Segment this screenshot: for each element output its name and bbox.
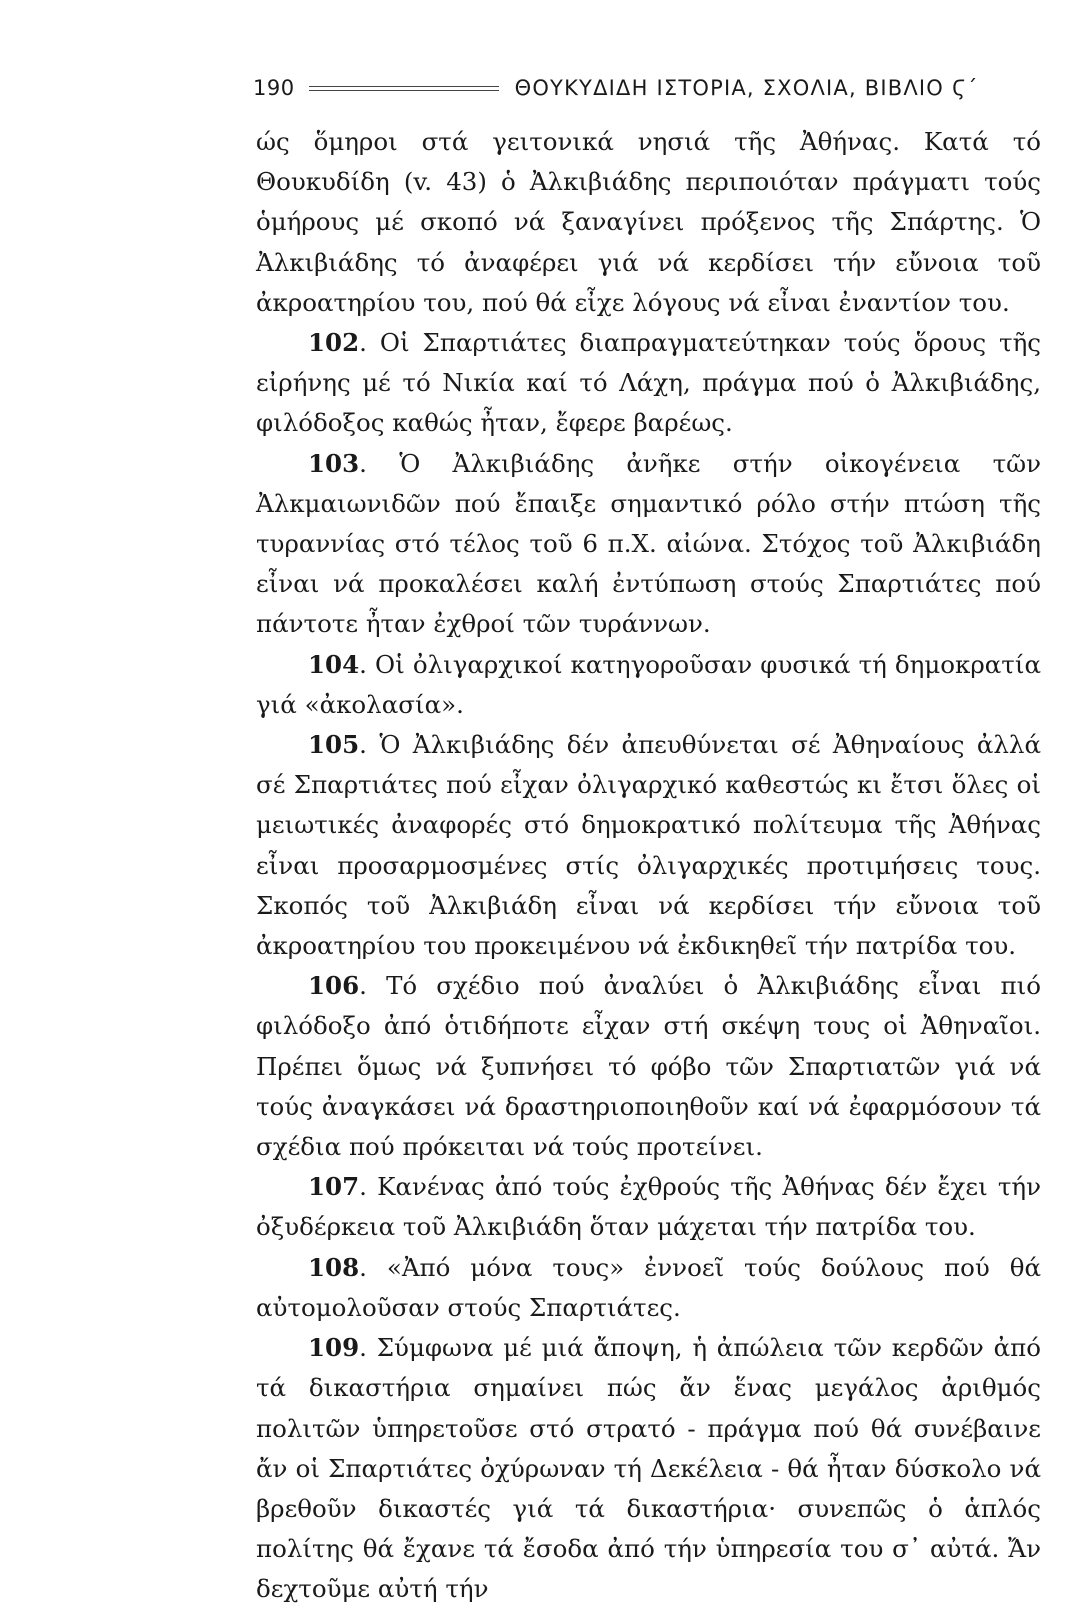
note-102: 102. Οἱ Σπαρτιάτες διαπραγματεύτηκαν τούς ὅρους τῆς εἰρήνης μέ τό Νικία καί τό Λάχη, πράγμα πού ὁ Ἀλκιβιάδης, φιλόδοξος καθώς ἦταν, ἔφερε βαρέως. [256, 328, 1041, 438]
note-text: Σύμφωνα μέ μιά ἄποψη, ἡ ἀπώλεια τῶν κερδῶν ἀπό τά δικαστήρια σημαίνει πώς ἄν ἕνας μεγάλος ἀριθμός πολιτῶν ὑπηρετοῦσε στό στρατό - πράγμα πού θά συνέβαινε ἄν οἱ Σπαρτιάτες ὀχύρωναν τή Δεκέλεια - θά ἦταν δύσκολο νά βρεθοῦν δικαστές γιά τά δικαστήρια· συνεπῶς ὁ ἁπλός πολίτης θά ἔχανε τά ἔσοδα ἀπό τήν ὑπηρεσία του σ᾽ αὐτά. Ἄν δεχτοῦμε αὐτή τήν [256, 1333, 1041, 1604]
note-text: Κανένας ἀπό τούς ἐχθρούς τῆς Ἀθήνας δέν ἔχει τήν ὀξυδέρκεια τοῦ Ἀλκιβιάδη ὅταν μάχεται τήν πατρίδα του. [256, 1172, 1042, 1242]
running-header [253, 68, 1043, 108]
note-text: Οἱ ὀλιγαρχικοί κατηγοροῦσαν φυσικά τή δημοκρατία γιά «ἀκολασία». [256, 649, 1041, 719]
note-number: 102 [308, 328, 360, 358]
note-106: 106. Τό σχέδιο πού ἀναλύει ὁ Ἀλκιβιάδης εἶναι πιό φιλόδοξο ἀπό ὁτιδήποτε εἶχαν στή σκέψη τους οἱ Ἀθηναῖοι. Πρέπει ὅμως νά ξυπνήσει τό φόβο τῶν Σπαρτιατῶν γιά νά τούς ἀναγκάσει νά δραστηριοποιηθοῦν καί νά ἐφαρμόσουν τά σχέδια πού πρόκειται νά τούς προτείνει. [256, 971, 1041, 1162]
note-104: 104. Οἱ ὀλιγαρχικοί κατηγοροῦσαν φυσικά τή δημοκρατία γιά «ἀκολασία». [256, 649, 1041, 719]
note-text: Οἱ Σπαρτιάτες διαπραγματεύτηκαν τούς ὅρους τῆς εἰρήνης μέ τό Νικία καί τό Λάχη, πράγμα πού ὁ Ἀλκιβιάδης, φιλόδοξος καθώς ἦταν, ἔφερε βαρέως. [256, 328, 1041, 438]
note-number: 108 [308, 1252, 360, 1282]
note-text: Ὁ Ἀλκιβιάδης ἀνῆκε στήν οἰκογένεια τῶν Ἀλκμαιωνιδῶν πού ἔπαιξε σημαντικό ρόλο στήν πτώση τῆς τυραννίας στό τέλος τοῦ 6 π.Χ. αἰώνα. Στόχος τοῦ Ἀλκιβιάδη εἶναι νά προκαλέσει καλή ἐντύπωση στούς Σπαρτιάτες πού πάντοτε ἦταν ἐχθροί τῶν τυράννων. [256, 448, 1041, 639]
page-number: 190 [253, 76, 295, 100]
commentary-body [256, 122, 1041, 1610]
paragraph-text: ώς ὅμηροι στά γειτονικά νησιά τῆς Ἀθήνας. Κατά τό Θουκυδίδη (v. 43) ὁ Ἀλκιβιάδης περιποιόταν πράγματι τούς ὁμήρους μέ σκοπό νά ξαναγίνει πρόξενος τῆς Σπάρτης. Ὁ Ἀλκιβιάδης τό ἀναφέρει γιά νά κερδίσει τήν εὔνοια τοῦ ἀκροατηρίου του, πού θά εἶχε λόγους νά εἶναι ἐναντίον του. [256, 127, 1041, 317]
note-107: 107. Κανένας ἀπό τούς ἐχθρούς τῆς Ἀθήνας δέν ἔχει τήν ὀξυδέρκεια τοῦ Ἀλκιβιάδη ὅταν μάχεται τήν πατρίδα του. [256, 1172, 1042, 1242]
note-text: Τό σχέδιο πού ἀναλύει ὁ Ἀλκιβιάδης εἶναι πιό φιλόδοξο ἀπό ὁτιδήποτε εἶχαν στή σκέψη τους οἱ Ἀθηναῖοι. Πρέπει ὅμως νά ξυπνήσει τό φόβο τῶν Σπαρτιατῶν γιά νά τούς ἀναγκάσει νά δραστηριοποιηθοῦν καί νά ἐφαρμόσουν τά σχέδια πού πρόκειται νά τούς προτείνει. [256, 971, 1041, 1162]
note-109: 109. Σύμφωνα μέ μιά ἄποψη, ἡ ἀπώλεια τῶν κερδῶν ἀπό τά δικαστήρια σημαίνει πώς ἄν ἕνας μεγάλος ἀριθμός πολιτῶν ὑπηρετοῦσε στό στρατό - πράγμα πού θά συνέβαινε ἄν οἱ Σπαρτιάτες ὀχύρωναν τή Δεκέλεια - θά ἦταν δύσκολο νά βρεθοῦν δικαστές γιά τά δικαστήρια· συνεπῶς ὁ ἁπλός πολίτης θά ἔχανε τά ἔσοδα ἀπό τήν ὑπηρεσία του σ᾽ αὐτά. Ἄν δεχτοῦμε αὐτή τήν [256, 1333, 1041, 1604]
note-105: 105. Ὁ Ἀλκιβιάδης δέν ἀπευθύνεται σέ Ἀθηναίους ἀλλά σέ Σπαρτιάτες πού εἶχαν ὀλιγαρχικό καθεστώς κι ἔτσι ὅλες οἱ μειωτικές ἀναφορές στό δημοκρατικό πολίτευμα τῆς Ἀθήνας εἶναι προσαρμοσμένες στίς ὀλιγαρχικές προτιμήσεις τους. Σκοπός τοῦ Ἀλκιβιάδη εἶναι νά κερδίσει τήν εὔνοια τοῦ ἀκροατηρίου του προκειμένου νά ἐκδικηθεῖ τήν πατρίδα του. [256, 730, 1041, 961]
note-number: 103 [308, 448, 360, 478]
note-103: 103. Ὁ Ἀλκιβιάδης ἀνῆκε στήν οἰκογένεια τῶν Ἀλκμαιωνιδῶν πού ἔπαιξε σημαντικό ρόλο στήν πτώση τῆς τυραννίας στό τέλος τοῦ 6 π.Χ. αἰώνα. Στόχος τοῦ Ἀλκιβιάδη εἶναι νά προκαλέσει καλή ἐντύπωση στούς Σπαρτιάτες πού πάντοτε ἦταν ἐχθροί τῶν τυράννων. [256, 448, 1041, 639]
note-number: 107 [308, 1172, 360, 1202]
note-number: 106 [308, 971, 360, 1001]
note-number: 105 [308, 730, 360, 760]
paragraph-continuation [256, 122, 1041, 323]
note-number: 109 [308, 1333, 360, 1363]
note-number: 104 [308, 649, 360, 679]
header-rule [309, 83, 499, 94]
running-title: ΘΟΥΚΥΔΙΔΗ ΙΣΤΟΡΙΑ, ΣΧΟΛΙΑ, ΒΙΒΛΙΟ Ϛ΄ [514, 76, 979, 100]
note-108: 108. «Ἀπό μόνα τους» ἐννοεῖ τούς δούλους πού θά αὐτομολοῦσαν στούς Σπαρτιάτες. [256, 1252, 1041, 1322]
note-text: Ὁ Ἀλκιβιάδης δέν ἀπευθύνεται σέ Ἀθηναίους ἀλλά σέ Σπαρτιάτες πού εἶχαν ὀλιγαρχικό καθεστώς κι ἔτσι ὅλες οἱ μειωτικές ἀναφορές στό δημοκρατικό πολίτευμα τῆς Ἀθήνας εἶναι προσαρμοσμένες στίς ὀλιγαρχικές προτιμήσεις τους. Σκοπός τοῦ Ἀλκιβιάδη εἶναι νά κερδίσει τήν εὔνοια τοῦ ἀκροατηρίου του προκειμένου νά ἐκδικηθεῖ τήν πατρίδα του. [256, 730, 1041, 961]
note-text: «Ἀπό μόνα τους» ἐννοεῖ τούς δούλους πού θά αὐτομολοῦσαν στούς Σπαρτιάτες. [256, 1252, 1041, 1322]
